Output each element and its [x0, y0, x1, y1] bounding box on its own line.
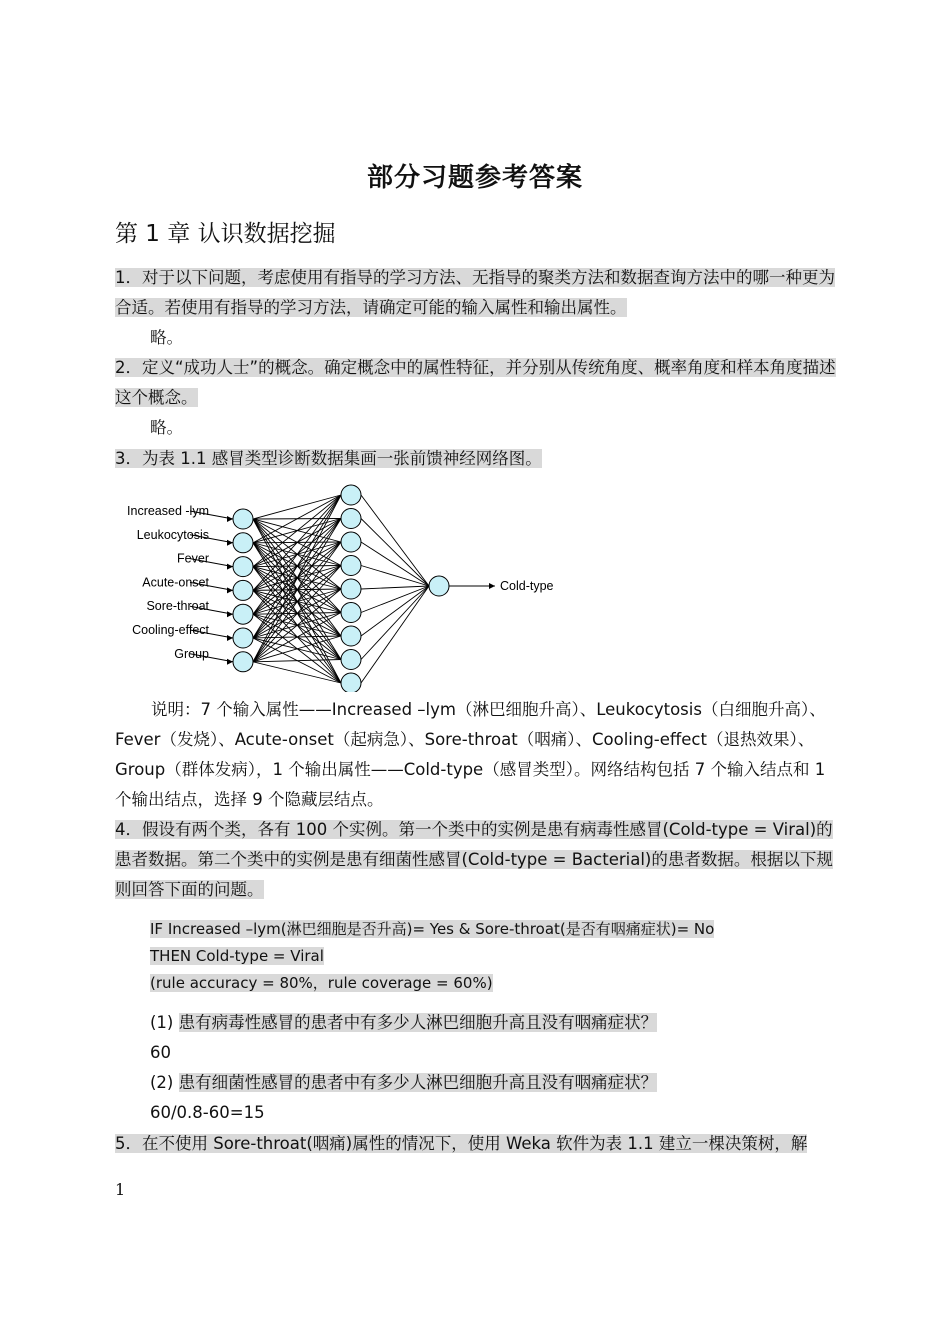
hidden-node — [341, 673, 361, 692]
rule-block — [150, 916, 740, 997]
chapter-heading: 第 1 章 认识数据挖掘 — [115, 221, 336, 247]
page-title: 部分习题参考答案 — [366, 163, 583, 193]
sub-question-2-text: 患有细菌性感冒的患者中有多少人淋巴细胞升高且没有咽痛症状？ — [178, 1073, 658, 1092]
sub-question-2 — [150, 1068, 657, 1098]
page-number: 1 — [115, 1180, 126, 1199]
output-node — [429, 576, 449, 596]
input-arrow-head — [227, 635, 233, 641]
hidden-node — [341, 626, 361, 646]
rule-line-then: THEN Cold-type = Viral — [150, 947, 324, 965]
hidden-node — [341, 485, 361, 505]
question-4-text: 4．假设有两个类，各有 100 个实例。第一个类中的实例是患有病毒性感冒(Cold-type = Viral)的患者数据。第二个类中的实例是患有细菌性感冒(Cold-type = Bacterial)的患者数据。根据以下规则回答下面的问题。 — [115, 820, 833, 899]
sub-answer-1: 60 — [150, 1043, 171, 1062]
sub-answer-2: 60/0.8-60=15 — [150, 1103, 265, 1122]
input-hidden-edge — [253, 495, 341, 519]
question-1-text: 1．对于以下问题，考虑使用有指导的学习方法、无指导的聚类方法和数据查询方法中的哪一种更为合适。若使用有指导的学习方法，请确定可能的输入属性和输出属性。 — [115, 268, 835, 317]
input-label: Fever — [177, 551, 209, 566]
question-3-text: 3．为表 1.1 感冒类型诊断数据集画一张前馈神经网络图。 — [115, 449, 542, 468]
neural-network-diagram — [112, 482, 572, 692]
hidden-output-edge — [361, 586, 429, 683]
input-node — [233, 533, 253, 553]
sub-question-1-number: (1) — [150, 1013, 174, 1032]
input-arrow-head — [227, 516, 233, 522]
output-arrow-head — [489, 583, 495, 589]
sub-question-2-number: (2) — [150, 1073, 174, 1092]
input-node — [233, 509, 253, 529]
input-label: Group — [174, 646, 209, 661]
hidden-node — [341, 650, 361, 670]
question-2-text: 2．定义“成功人士”的概念。确定概念中的属性特征，并分别从传统角度、概率角度和样本角度描述这个概念。 — [115, 358, 836, 407]
question-5-text: 5．在不使用 Sore-throat(咽痛)属性的情况下，使用 Weka 软件为表 1.1 建立一棵决策树，解 — [115, 1134, 808, 1153]
question-5 — [115, 1129, 837, 1159]
input-arrow-head — [227, 611, 233, 617]
input-label: Cooling-effect — [132, 623, 209, 637]
question-2 — [115, 353, 837, 413]
hidden-node — [341, 579, 361, 599]
input-node — [233, 652, 253, 672]
hidden-output-edge — [361, 586, 429, 613]
hidden-output-edge — [361, 586, 429, 636]
rule-line-if: IF Increased –lym(淋巴细胞是否升高)= Yes & Sore-throat(是否有咽痛症状)= No — [150, 920, 715, 938]
input-label: Sore-throat — [146, 599, 209, 614]
hidden-output-edge — [361, 586, 429, 660]
question-3 — [115, 444, 837, 474]
input-node — [233, 604, 253, 624]
input-arrow-head — [227, 659, 233, 665]
input-label: Increased -lym — [127, 504, 209, 518]
question-1 — [115, 263, 837, 323]
input-node — [233, 580, 253, 600]
hidden-node — [341, 509, 361, 529]
input-arrow-head — [227, 587, 233, 593]
input-node — [233, 557, 253, 577]
input-arrow-head — [227, 564, 233, 570]
rule-line-metrics: (rule accuracy = 80%，rule coverage = 60%) — [150, 974, 493, 992]
input-label: Leukocytosis — [136, 527, 209, 542]
output-label: Cold-type — [500, 579, 554, 593]
hidden-node — [341, 603, 361, 623]
sub-question-1 — [150, 1008, 657, 1038]
sub-question-1-text: 患有病毒性感冒的患者中有多少人淋巴细胞升高且没有咽痛症状？ — [178, 1013, 658, 1032]
hidden-output-edge — [361, 495, 429, 586]
answer-1: 略。 — [150, 328, 183, 347]
input-label: Acute-onset — [142, 575, 209, 590]
answer-2: 略。 — [150, 418, 183, 437]
input-arrow-head — [227, 540, 233, 546]
hidden-node — [341, 532, 361, 552]
hidden-output-edge — [361, 586, 429, 589]
hidden-node — [341, 556, 361, 576]
network-explanation: 说明：7 个输入属性——Increased –lym（淋巴细胞升高）、Leukocytosis（白细胞升高）、Fever（发烧）、Acute-onset（起病急）、Sore-throat（咽痛）、Cooling-effect（退热效果）、Group（群体发病），1 个输出属性——Cold-type（感冒类型）。网络结构包括 7 个输入结点和 1 个输出结点，选择 9 个隐藏层结点。 — [115, 700, 826, 809]
input-node — [233, 628, 253, 648]
hidden-output-edge — [361, 542, 429, 586]
question-4 — [115, 815, 837, 905]
